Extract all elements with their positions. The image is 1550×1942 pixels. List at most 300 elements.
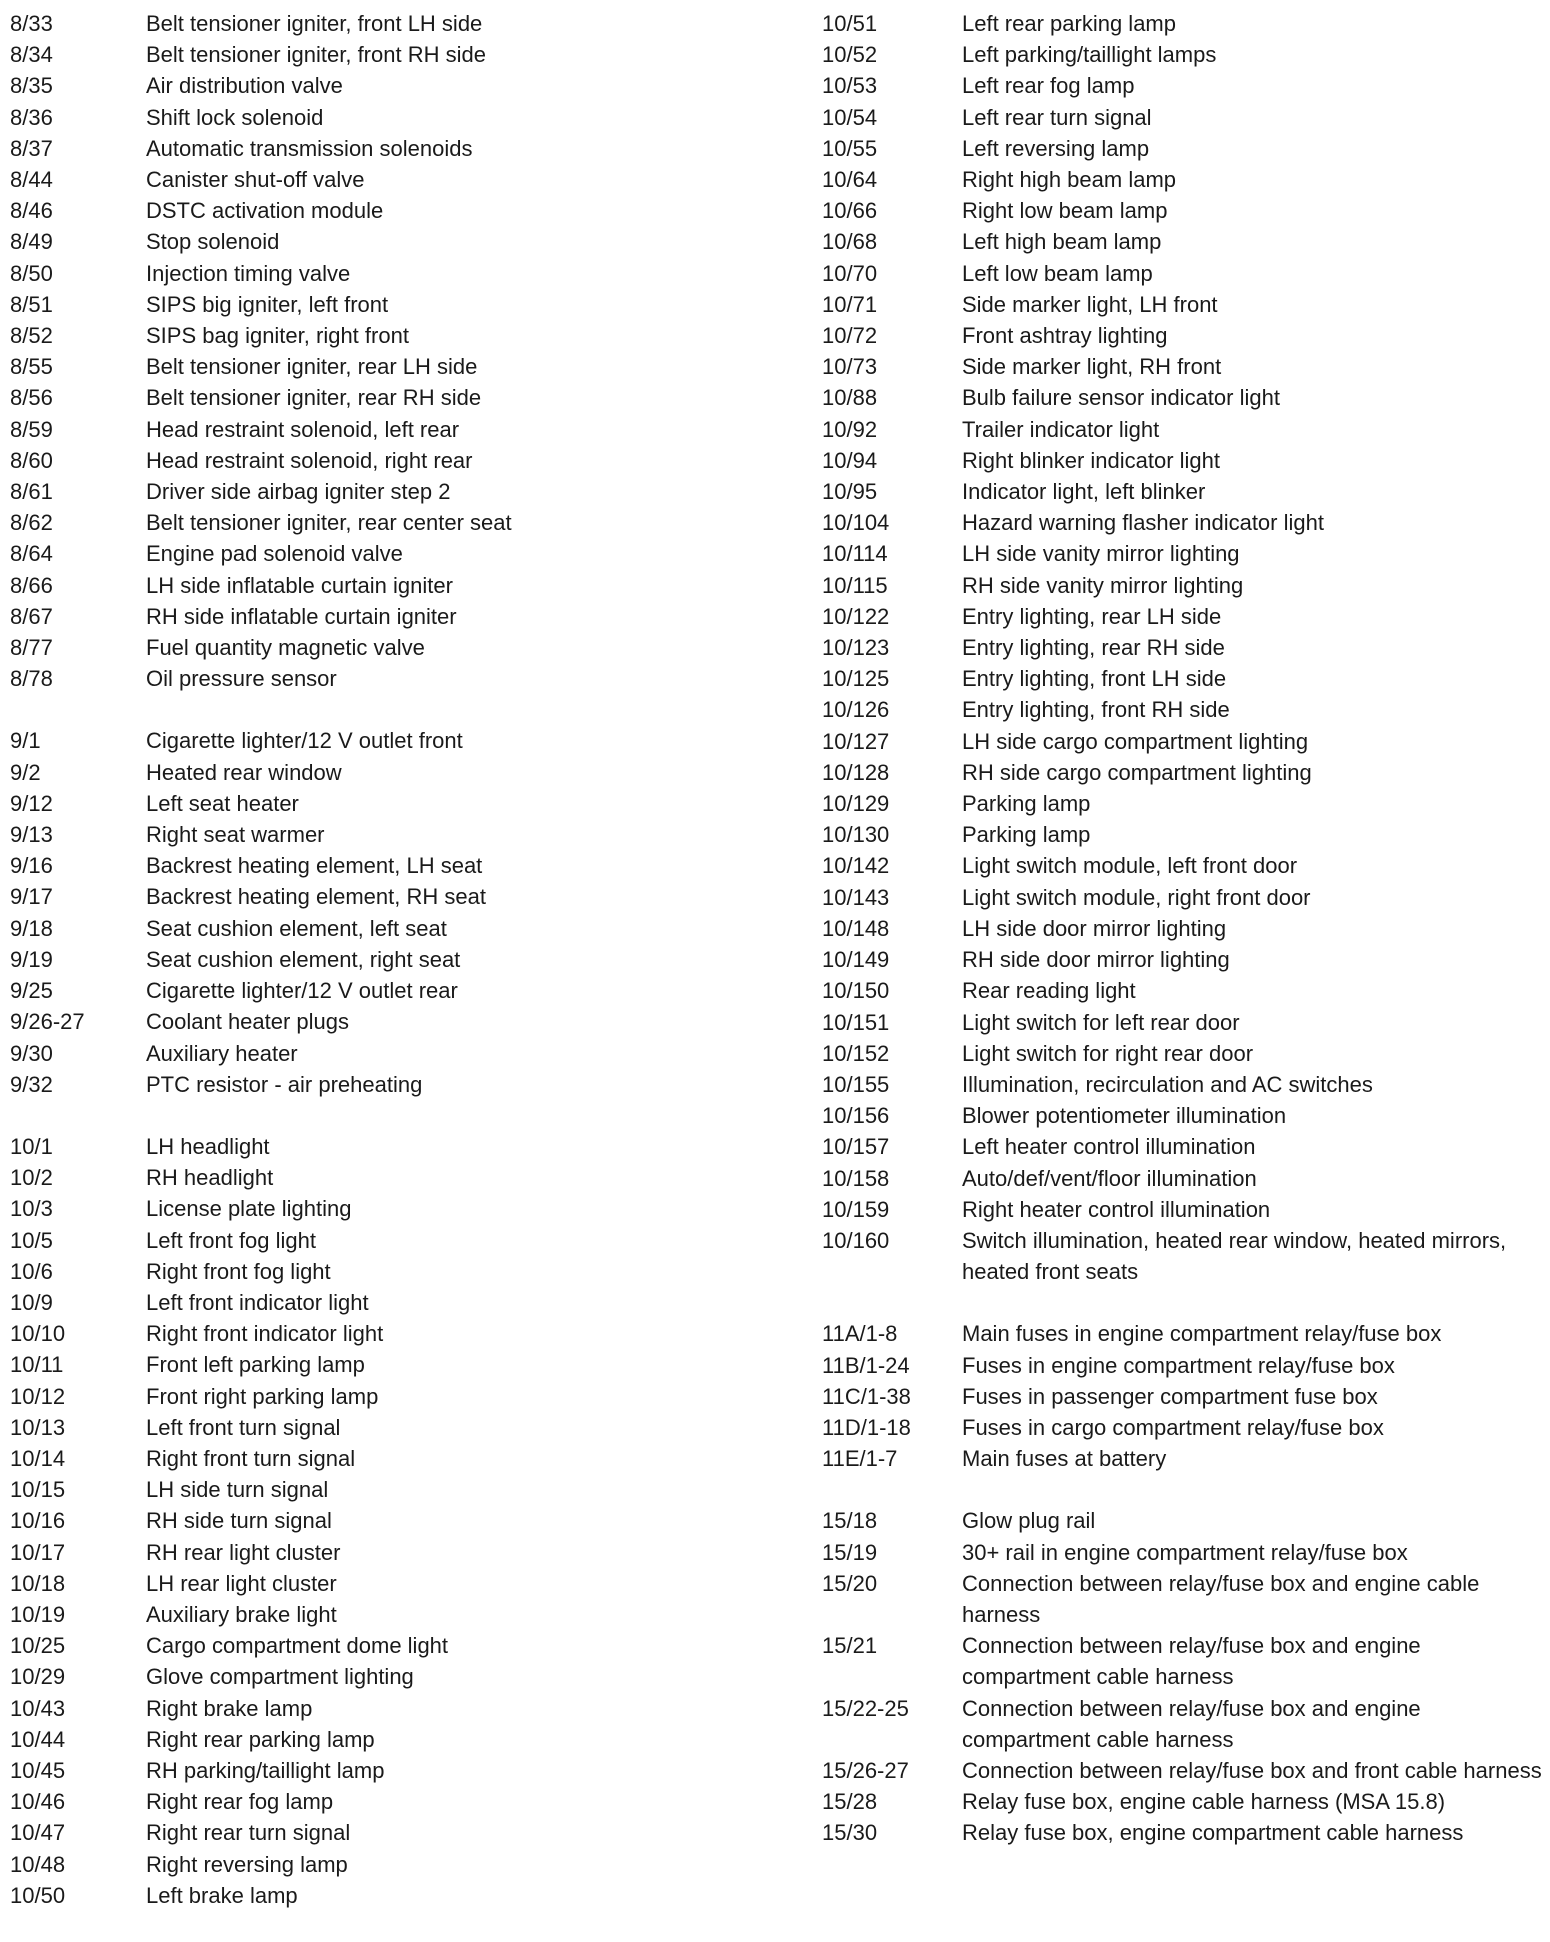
component-row: [822, 632, 1542, 663]
component-row: [822, 1568, 1542, 1630]
component-code: 8/78: [10, 666, 53, 692]
component-row: [822, 382, 1542, 413]
component-description: Main fuses at battery: [962, 1446, 1167, 1472]
component-description: Front ashtray lighting: [962, 323, 1168, 349]
entry-group: [822, 1318, 1542, 1474]
component-code: 10/157: [822, 1134, 890, 1160]
component-row: [822, 320, 1542, 351]
component-description: Light switch module, right front door: [962, 884, 1311, 910]
component-code: 9/19: [10, 946, 53, 972]
component-description: Auto/def/vent/floor illumination: [962, 1165, 1257, 1191]
component-row: [10, 1661, 810, 1692]
component-description: Engine pad solenoid valve: [146, 541, 403, 567]
component-code: 15/18: [822, 1508, 878, 1534]
component-code: 10/13: [10, 1414, 66, 1440]
component-description: Left front indicator light: [146, 1289, 369, 1315]
component-description: Air distribution valve: [146, 73, 343, 99]
component-row: [10, 8, 810, 39]
component-code: 10/149: [822, 947, 890, 973]
component-description: Left reversing lamp: [962, 135, 1150, 161]
component-code: 10/148: [822, 915, 890, 941]
component-row: [822, 1038, 1542, 1069]
component-code: 8/61: [10, 479, 53, 505]
component-description: LH side inflatable curtain igniter: [146, 572, 453, 598]
component-description: Hazard warning flasher indicator light: [962, 510, 1324, 536]
component-description: Belt tensioner igniter, rear center seat: [146, 510, 512, 536]
component-description: Parking lamp: [962, 791, 1091, 817]
component-row: [822, 1194, 1542, 1225]
component-description: Right rear turn signal: [146, 1820, 351, 1846]
component-description: Side marker light, LH front: [962, 291, 1218, 317]
component-row: [10, 226, 810, 257]
component-row: [822, 1817, 1542, 1848]
component-code: 11E/1-7: [822, 1446, 898, 1472]
component-code: 10/158: [822, 1165, 890, 1191]
component-description: Fuel quantity magnetic valve: [146, 635, 425, 661]
right-column: [822, 8, 1542, 1880]
component-code: 8/36: [10, 104, 53, 130]
component-description: Right reversing lamp: [146, 1851, 348, 1877]
component-row: [10, 507, 810, 538]
component-description: RH side turn signal: [146, 1508, 332, 1534]
component-row: [822, 476, 1542, 507]
component-description: DSTC activation module: [146, 198, 384, 224]
component-code: 15/19: [822, 1539, 878, 1565]
component-code: 8/33: [10, 11, 53, 36]
component-code: 9/32: [10, 1071, 53, 1097]
component-description: LH side turn signal: [146, 1477, 329, 1503]
component-description: Head restraint solenoid, right rear: [146, 447, 473, 473]
component-description: Backrest heating element, RH seat: [146, 884, 486, 910]
component-row: [822, 913, 1542, 944]
component-code: 10/114: [822, 541, 888, 567]
component-code: 10/95: [822, 479, 878, 505]
component-code: 10/71: [822, 291, 878, 317]
component-code: 10/123: [822, 635, 890, 661]
component-description: Right heater control illumination: [962, 1196, 1271, 1222]
component-row: [10, 757, 810, 788]
component-row: [10, 1038, 810, 1069]
component-description: Glove compartment lighting: [146, 1664, 414, 1690]
component-code: 10/73: [822, 354, 878, 380]
component-row: [822, 289, 1542, 320]
component-code: 8/34: [10, 42, 53, 68]
component-row: [822, 1069, 1542, 1100]
component-code: 8/77: [10, 635, 53, 661]
component-code: 10/45: [10, 1757, 66, 1783]
component-row: [10, 258, 810, 289]
component-row: [10, 1599, 810, 1630]
component-row: [822, 133, 1542, 164]
component-description: Stop solenoid: [146, 229, 280, 255]
component-description: Connection between relay/fuse box and engine compartment cable harness: [962, 1633, 1421, 1690]
component-row: [822, 694, 1542, 725]
component-row: [822, 570, 1542, 601]
component-row: [822, 164, 1542, 195]
component-row: [822, 788, 1542, 819]
left-column: [10, 8, 810, 1942]
component-row: [10, 1069, 810, 1100]
component-row: [10, 1817, 810, 1848]
component-code: 10/126: [822, 697, 890, 723]
component-code: 10/5: [10, 1227, 53, 1253]
component-code: 10/17: [10, 1539, 66, 1565]
component-row: [822, 1443, 1542, 1474]
component-description: Right brake lamp: [146, 1695, 313, 1721]
component-code: 10/19: [10, 1601, 66, 1627]
component-code: 10/66: [822, 198, 878, 224]
component-code: 10/160: [822, 1227, 890, 1253]
component-description: Left front turn signal: [146, 1414, 341, 1440]
component-row: [822, 1318, 1542, 1349]
component-code: 10/18: [10, 1570, 66, 1596]
component-row: [822, 1225, 1542, 1287]
component-description: RH side door mirror lighting: [962, 947, 1230, 973]
component-description: LH side vanity mirror lighting: [962, 541, 1240, 567]
component-row: [10, 476, 810, 507]
component-code: 10/130: [822, 822, 890, 848]
component-row: [10, 1131, 810, 1162]
component-description: Heated rear window: [146, 759, 342, 785]
component-description: Main fuses in engine compartment relay/fuse box: [962, 1321, 1442, 1347]
component-row: [822, 414, 1542, 445]
component-code: 15/30: [822, 1820, 878, 1846]
component-description: SIPS big igniter, left front: [146, 291, 389, 317]
component-description: Canister shut-off valve: [146, 167, 365, 193]
component-code: 10/152: [822, 1040, 890, 1066]
component-code: 10/127: [822, 728, 890, 754]
component-code: 10/128: [822, 759, 890, 785]
component-description: Left seat heater: [146, 790, 299, 816]
component-row: [10, 289, 810, 320]
component-code: 11A/1-8: [822, 1321, 898, 1347]
component-description: Left high beam lamp: [962, 229, 1162, 255]
component-description: Blower potentiometer illumination: [962, 1103, 1287, 1129]
component-row: [10, 1256, 810, 1287]
component-code: 8/56: [10, 385, 53, 411]
component-code: 9/18: [10, 915, 53, 941]
component-code: 8/55: [10, 354, 53, 380]
component-row: [822, 1412, 1542, 1443]
component-row: [10, 601, 810, 632]
component-code: 15/20: [822, 1570, 878, 1596]
component-description: 30+ rail in engine compartment relay/fuse box: [962, 1539, 1408, 1565]
component-description: Injection timing valve: [146, 260, 351, 286]
component-code: 9/13: [10, 822, 53, 848]
component-description: Front right parking lamp: [146, 1383, 379, 1409]
component-code: 8/35: [10, 73, 53, 99]
component-description: Left front fog light: [146, 1227, 316, 1253]
component-description: Belt tensioner igniter, rear RH side: [146, 385, 482, 411]
component-row: [10, 788, 810, 819]
component-row: [10, 1287, 810, 1318]
component-code: 8/59: [10, 416, 53, 442]
component-row: [822, 1163, 1542, 1194]
component-row: [822, 1131, 1542, 1162]
component-code: 11D/1-18: [822, 1414, 911, 1440]
component-row: [10, 1412, 810, 1443]
component-row: [822, 102, 1542, 133]
component-row: [10, 1318, 810, 1349]
component-row: [822, 538, 1542, 569]
component-row: [822, 1786, 1542, 1817]
component-code: 9/12: [10, 790, 53, 816]
component-description: Right front indicator light: [146, 1321, 384, 1347]
component-row: [822, 944, 1542, 975]
component-description: Belt tensioner igniter, rear LH side: [146, 354, 478, 380]
component-code: 10/88: [822, 385, 878, 411]
component-description: Entry lighting, rear RH side: [962, 635, 1225, 661]
component-description: Backrest heating element, LH seat: [146, 853, 483, 879]
component-code: 10/51: [822, 11, 878, 36]
component-row: [10, 1162, 810, 1193]
component-row: [10, 850, 810, 881]
entry-group: [10, 8, 810, 694]
component-row: [10, 819, 810, 850]
component-description: Right blinker indicator light: [962, 447, 1221, 473]
component-code: 10/68: [822, 229, 878, 255]
component-code: 10/11: [10, 1352, 64, 1378]
component-description: Cigarette lighter/12 V outlet rear: [146, 978, 458, 1004]
component-description: Relay fuse box, engine cable harness (MSA 15.8): [962, 1789, 1446, 1815]
component-row: [822, 1007, 1542, 1038]
component-row: [10, 351, 810, 382]
component-description: Right front fog light: [146, 1258, 331, 1284]
component-description: Left heater control illumination: [962, 1134, 1256, 1160]
component-row: [822, 1381, 1542, 1412]
component-row: [10, 1505, 810, 1536]
component-description: Indicator light, left blinker: [962, 479, 1206, 505]
component-code: 10/50: [10, 1882, 66, 1908]
component-code: 9/30: [10, 1040, 53, 1066]
component-description: Left rear turn signal: [962, 104, 1152, 130]
component-description: RH headlight: [146, 1165, 274, 1191]
component-description: Shift lock solenoid: [146, 104, 324, 130]
component-code: 9/16: [10, 853, 53, 879]
component-description: Fuses in passenger compartment fuse box: [962, 1383, 1378, 1409]
component-code: 10/47: [10, 1820, 66, 1846]
component-row: [10, 1006, 810, 1037]
component-description: Belt tensioner igniter, front RH side: [146, 42, 486, 68]
component-row: [10, 538, 810, 569]
component-code: 10/6: [10, 1258, 53, 1284]
component-row: [10, 1755, 810, 1786]
component-code: 10/92: [822, 416, 878, 442]
component-description: Connection between relay/fuse box and front cable harness: [962, 1757, 1542, 1783]
component-code: 10/1: [10, 1133, 53, 1159]
component-description: Right front turn signal: [146, 1445, 356, 1471]
component-row: [10, 70, 810, 101]
entry-group: [10, 1131, 810, 1911]
component-row: [822, 1630, 1542, 1692]
component-description: Connection between relay/fuse box and engine compartment cable harness: [962, 1695, 1421, 1752]
component-code: 9/17: [10, 884, 53, 910]
component-code: 8/51: [10, 291, 53, 317]
component-code: 10/72: [822, 323, 878, 349]
entry-group: [10, 725, 810, 1099]
component-description: Switch illumination, heated rear window, heated mirrors, heated front seats: [962, 1227, 1507, 1285]
component-row: [10, 1349, 810, 1380]
component-code: 10/55: [822, 135, 878, 161]
component-description: Light switch for right rear door: [962, 1040, 1254, 1066]
component-description: Glow plug rail: [962, 1508, 1096, 1534]
component-row: [10, 1630, 810, 1661]
component-description: LH side cargo compartment lighting: [962, 728, 1309, 754]
component-row: [822, 757, 1542, 788]
component-code: 10/53: [822, 73, 878, 99]
component-description: LH rear light cluster: [146, 1570, 337, 1596]
component-code: 10/48: [10, 1851, 66, 1877]
component-code: 9/26-27: [10, 1009, 85, 1035]
component-code: 9/25: [10, 978, 53, 1004]
component-row: [10, 102, 810, 133]
component-code: 8/52: [10, 323, 53, 349]
component-description: Entry lighting, front LH side: [962, 666, 1227, 692]
component-description: Fuses in engine compartment relay/fuse box: [962, 1352, 1395, 1378]
component-code: 10/64: [822, 167, 878, 193]
component-description: Bulb failure sensor indicator light: [962, 385, 1280, 411]
component-row: [10, 445, 810, 476]
component-code: 10/10: [10, 1321, 66, 1347]
component-description: Front left parking lamp: [146, 1352, 365, 1378]
component-code: 8/62: [10, 510, 53, 536]
component-row: [10, 1225, 810, 1256]
component-description: Right rear fog lamp: [146, 1789, 334, 1815]
component-row: [822, 1693, 1542, 1755]
component-code: 10/14: [10, 1445, 66, 1471]
entry-group: [822, 1505, 1542, 1848]
component-code: 10/29: [10, 1664, 66, 1690]
component-description: Left rear fog lamp: [962, 73, 1135, 99]
component-row: [10, 1568, 810, 1599]
component-row: [822, 445, 1542, 476]
component-code: 10/44: [10, 1726, 66, 1752]
component-code: 8/49: [10, 229, 53, 255]
component-row: [822, 8, 1542, 39]
component-row: [10, 1724, 810, 1755]
component-code: 10/70: [822, 260, 878, 286]
component-code: 10/151: [822, 1009, 890, 1035]
component-description: Left brake lamp: [146, 1882, 298, 1908]
component-row: [10, 133, 810, 164]
component-row: [10, 725, 810, 756]
component-code: 9/1: [10, 728, 41, 754]
component-row: [822, 39, 1542, 70]
component-row: [10, 320, 810, 351]
component-code: 15/21: [822, 1633, 878, 1659]
component-description: Left rear parking lamp: [962, 11, 1176, 36]
component-row: [10, 570, 810, 601]
component-description: Rear reading light: [962, 978, 1136, 1004]
component-description: Left low beam lamp: [962, 260, 1153, 286]
component-code: 10/122: [822, 603, 890, 629]
component-row: [822, 70, 1542, 101]
component-row: [822, 663, 1542, 694]
component-description: Cigarette lighter/12 V outlet front: [146, 728, 463, 754]
component-code: 10/125: [822, 666, 890, 692]
component-row: [10, 663, 810, 694]
component-description: Driver side airbag igniter step 2: [146, 479, 451, 505]
component-description: Entry lighting, front RH side: [962, 697, 1230, 723]
component-code: 10/155: [822, 1071, 890, 1097]
component-description: LH headlight: [146, 1133, 270, 1159]
component-code: 11B/1-24: [822, 1352, 910, 1378]
component-description: Connection between relay/fuse box and engine cable harness: [962, 1570, 1480, 1627]
component-row: [10, 39, 810, 70]
component-code: 10/159: [822, 1196, 890, 1222]
component-row: [10, 975, 810, 1006]
component-description: Right rear parking lamp: [146, 1726, 375, 1752]
component-description: RH side inflatable curtain igniter: [146, 603, 457, 629]
component-row: [822, 882, 1542, 913]
component-code: 8/60: [10, 447, 53, 473]
component-row: [822, 1537, 1542, 1568]
component-row: [10, 1693, 810, 1724]
component-code: 8/44: [10, 167, 53, 193]
component-code: 10/16: [10, 1508, 66, 1534]
component-code: 10/54: [822, 104, 878, 130]
component-row: [822, 1350, 1542, 1381]
component-code: 9/2: [10, 759, 41, 785]
component-code: 10/142: [822, 853, 890, 879]
component-row: [10, 1474, 810, 1505]
component-code: 8/37: [10, 135, 53, 161]
component-code: 10/15: [10, 1477, 66, 1503]
component-code: 10/52: [822, 42, 878, 68]
component-row: [822, 1505, 1542, 1536]
component-row: [822, 1100, 1542, 1131]
component-row: [10, 1443, 810, 1474]
component-description: Auxiliary heater: [146, 1040, 298, 1066]
component-description: Auxiliary brake light: [146, 1601, 337, 1627]
component-code: 10/46: [10, 1789, 66, 1815]
component-description: Oil pressure sensor: [146, 666, 337, 692]
component-description: RH rear light cluster: [146, 1539, 341, 1565]
component-description: Right seat warmer: [146, 822, 325, 848]
component-row: [10, 1193, 810, 1224]
component-description: Fuses in cargo compartment relay/fuse box: [962, 1414, 1384, 1440]
component-row: [10, 414, 810, 445]
component-description: LH side door mirror lighting: [962, 915, 1227, 941]
component-code: 15/28: [822, 1789, 878, 1815]
component-row: [822, 507, 1542, 538]
component-row: [10, 944, 810, 975]
component-row: [822, 601, 1542, 632]
component-code: 10/143: [822, 884, 890, 910]
component-row: [10, 881, 810, 912]
entry-group: [822, 8, 1542, 1287]
component-description: Illumination, recirculation and AC switches: [962, 1071, 1373, 1097]
component-code: 10/104: [822, 510, 890, 536]
component-description: PTC resistor - air preheating: [146, 1071, 423, 1097]
component-description: RH side cargo compartment lighting: [962, 759, 1312, 785]
component-code: 15/26-27: [822, 1757, 909, 1783]
component-description: Relay fuse box, engine compartment cable harness: [962, 1820, 1464, 1846]
component-row: [10, 1849, 810, 1880]
component-code: 8/66: [10, 572, 53, 598]
component-description: RH side vanity mirror lighting: [962, 572, 1244, 598]
component-row: [10, 164, 810, 195]
component-code: 10/43: [10, 1695, 66, 1721]
component-description: Seat cushion element, right seat: [146, 946, 461, 972]
component-code: 10/115: [822, 572, 888, 598]
component-description: Trailer indicator light: [962, 416, 1160, 442]
component-description: Head restraint solenoid, left rear: [146, 416, 460, 442]
component-description: Light switch module, left front door: [962, 853, 1298, 879]
component-description: Right high beam lamp: [962, 167, 1177, 193]
component-row: [822, 1755, 1542, 1786]
component-code: 8/64: [10, 541, 53, 567]
